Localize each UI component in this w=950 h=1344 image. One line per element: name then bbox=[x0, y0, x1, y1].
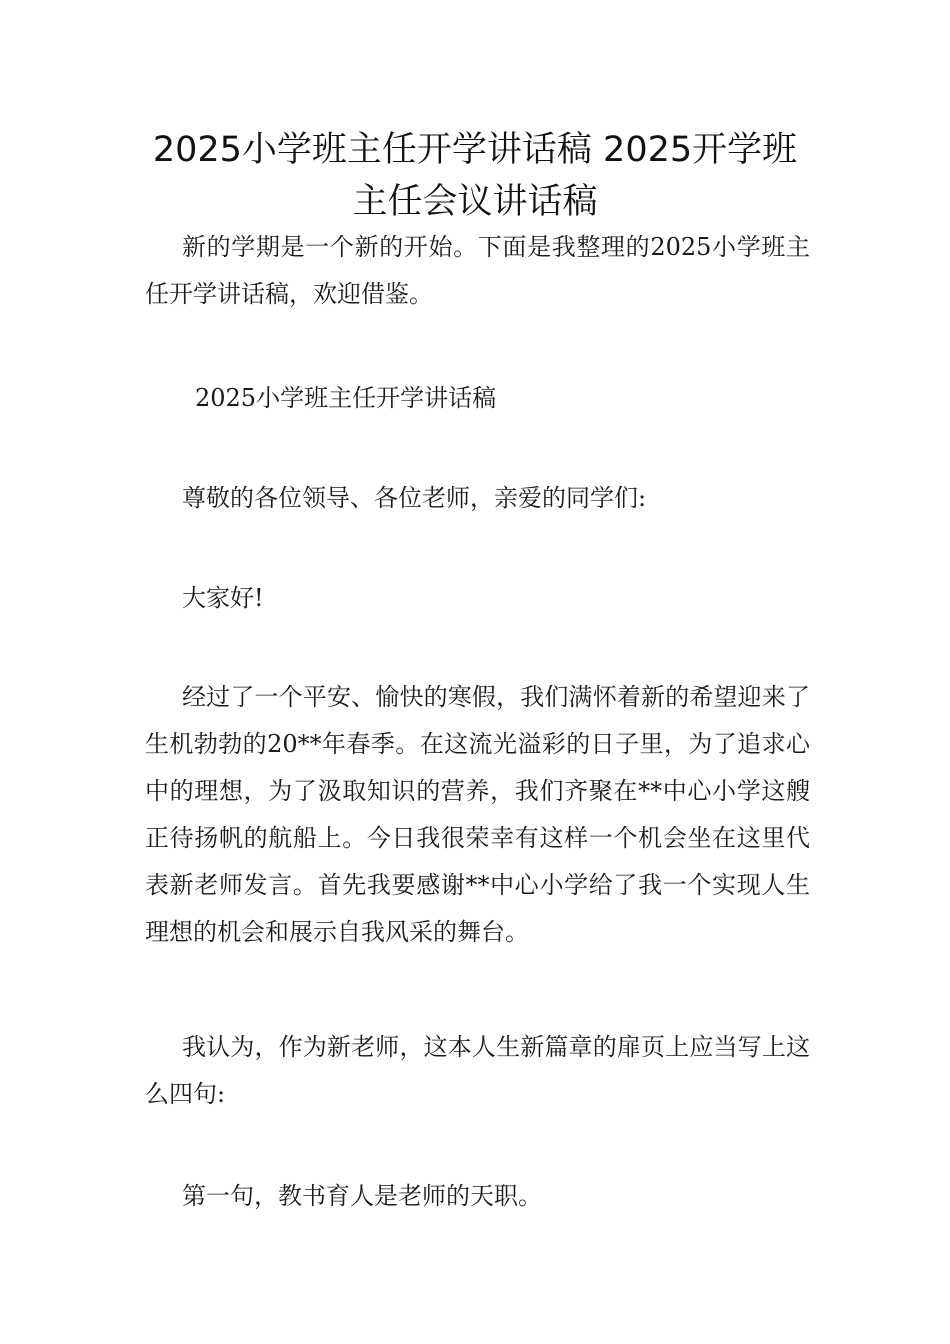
section-subheading: 2025小学班主任开学讲话稿 bbox=[195, 384, 497, 412]
greeting-paragraph: 大家好! bbox=[182, 584, 264, 612]
body-paragraph-1: 经过了一个平安、愉快的寒假，我们满怀着新的希望迎来了生机勃勃的20**年春季。在这流光溢彩的日子里，为了追求心中的理想，为了汲取知识的营养，我们齐聚在**中心小学这艘正待扬帆的航船上。今日我很荣幸有这样一个机会坐在这里代表新老师发言。首先我要感谢**中心小学给了我一个实现人生理想的机会和展示自我风采的舞台。 bbox=[145, 683, 810, 946]
salutation-paragraph: 尊敬的各位领导、各位老师，亲爱的同学们: bbox=[182, 484, 647, 512]
intro-paragraph: 新的学期是一个新的开始。下面是我整理的2025小学班主任开学讲话稿，欢迎借鉴。 bbox=[145, 233, 810, 308]
body-paragraph-3: 第一句，教书育人是老师的天职。 bbox=[182, 1182, 542, 1210]
document-title: 2025小学班主任开学讲话稿 2025开学班主任会议讲话稿 bbox=[152, 130, 798, 222]
body-paragraph-2: 我认为，作为新老师，这本人生新篇章的扉页上应当写上这么四句: bbox=[145, 1033, 810, 1108]
